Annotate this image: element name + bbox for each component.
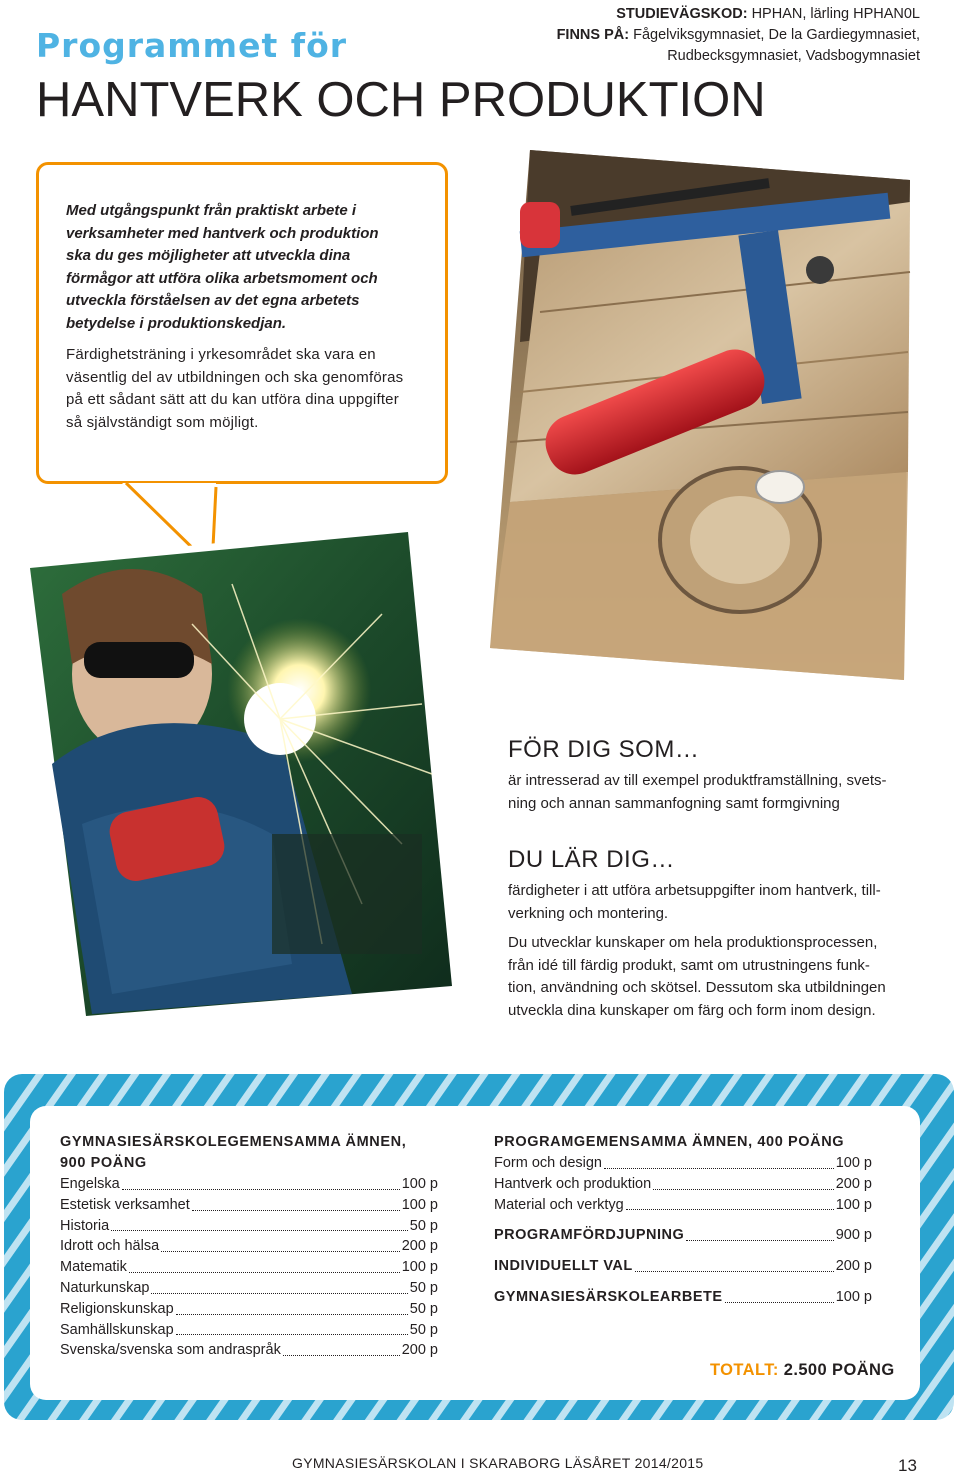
right-heading: PROGRAMGEMENSAMMA ÄMNEN, 400 POÄNG xyxy=(494,1134,845,1150)
du-lar-dig-heading: DU LÄR DIG… xyxy=(508,846,675,873)
du-lar-dig-text-1 xyxy=(508,880,924,925)
text-line: är intresserad av till exempel produktframställning, svets- xyxy=(508,772,887,789)
program-code-block xyxy=(557,4,920,67)
course-row: Form och design 100 p xyxy=(494,1155,872,1171)
bubble-intro-line: ska du ges möjligheter att utveckla dina xyxy=(66,247,351,265)
code-value: HPHAN, lärling HPHAN0L xyxy=(751,6,920,22)
text-line: färdigheter i att utföra arbetsuppgifter inom hantverk, till- xyxy=(508,882,881,899)
total-value: 2.500 POÄNG xyxy=(783,1361,895,1379)
bubble-body-line: så självständigt som möjligt. xyxy=(66,413,259,431)
course-row: Engelska 100 p xyxy=(60,1176,438,1192)
for-dig-som-heading: FÖR DIG SOM… xyxy=(508,736,700,763)
course-row: Estetisk verksamhet 100 p xyxy=(60,1196,438,1213)
text-line: från idé till färdig produkt, samt om utrustningens funk- xyxy=(508,956,870,974)
text-line: Du utvecklar kunskaper om hela produktionsprocessen, xyxy=(508,934,878,951)
text-line: ning och annan sammanfogning samt formgivning xyxy=(508,794,840,812)
extra-row: GYMNASIESÄRSKOLEARBETE 100 p xyxy=(494,1288,872,1305)
page-title: HANTVERK OCH PRODUKTION xyxy=(36,73,766,127)
course-row: Material och verktyg 100 p xyxy=(494,1196,872,1213)
for-dig-som-text xyxy=(508,770,924,815)
course-row: Naturkunskap 50 p xyxy=(60,1279,438,1296)
clamp-photo xyxy=(480,142,920,702)
bubble-intro-line: betydelse i produktionskedjan. xyxy=(66,314,287,332)
left-heading-2: 900 POÄNG xyxy=(60,1155,147,1171)
right-course-column xyxy=(494,1132,872,1308)
course-row: Idrott och hälsa 200 p xyxy=(60,1238,438,1255)
bubble-body-line: på ett sådant sätt att du kan utföra dina uppgifter xyxy=(66,391,399,409)
course-row: Svenska/svenska som andraspråk 200 p xyxy=(60,1342,438,1359)
finns-value-1: Fågelviksgymnasiet, De la Gardiegymnasiet, xyxy=(633,27,920,43)
program-label: Programmet för xyxy=(36,26,348,65)
text-line: utveckla dina kunskaper om färg och form inom design. xyxy=(508,1001,876,1019)
footer-text: GYMNASIESÄRSKOLAN I SKARABORG LÄSÅRET 2014/2015 xyxy=(292,1455,704,1471)
extra-row: PROGRAMFÖRDJUPNING 900 p xyxy=(494,1227,872,1244)
bubble-intro-text xyxy=(66,200,426,336)
course-row: Samhällskunskap 50 p xyxy=(60,1321,438,1338)
course-row: Religionskunskap 50 p xyxy=(60,1300,438,1317)
bubble-intro-line: Med utgångspunkt från praktiskt arbete i xyxy=(66,202,357,219)
total-label: TOTALT: xyxy=(710,1361,779,1379)
code-label: STUDIEVÄGSKOD: xyxy=(616,6,748,22)
page-number: 13 xyxy=(898,1456,917,1475)
total-points xyxy=(710,1361,895,1380)
text-line: tion, användning och skötsel. Dessutom ska utbildningen xyxy=(508,979,886,997)
left-heading-1: GYMNASIESÄRSKOLEGEMENSAMMA ÄMNEN, xyxy=(60,1134,407,1150)
bubble-intro-line: utveckla förståelsen av det egna arbetets xyxy=(66,292,360,310)
du-lar-dig-text-2 xyxy=(508,932,924,1022)
bubble-body-line: Färdighetsträning i yrkesområdet ska vara en xyxy=(66,346,376,363)
text-line: verkning och montering. xyxy=(508,904,669,922)
bubble-intro-line: verksamheter med hantverk och produktion xyxy=(66,224,379,242)
course-row: Historia 50 p xyxy=(60,1217,438,1234)
course-row: Hantverk och produktion 200 p xyxy=(494,1175,872,1192)
left-course-column xyxy=(60,1132,438,1361)
bubble-intro-line: förmågor att utföra olika arbetsmoment och xyxy=(66,269,378,287)
finns-label: FINNS PÅ: xyxy=(556,27,630,43)
extra-row: INDIVIDUELLT VAL 200 p xyxy=(494,1258,872,1275)
bubble-body-text xyxy=(66,344,426,434)
course-row: Matematik 100 p xyxy=(60,1259,438,1276)
welder-photo xyxy=(22,524,462,1024)
finns-value-2: Rudbecksgymnasiet, Vadsbogymnasiet xyxy=(667,48,920,64)
bubble-body-line: väsentlig del av utbildningen och ska genomföras xyxy=(66,368,404,386)
